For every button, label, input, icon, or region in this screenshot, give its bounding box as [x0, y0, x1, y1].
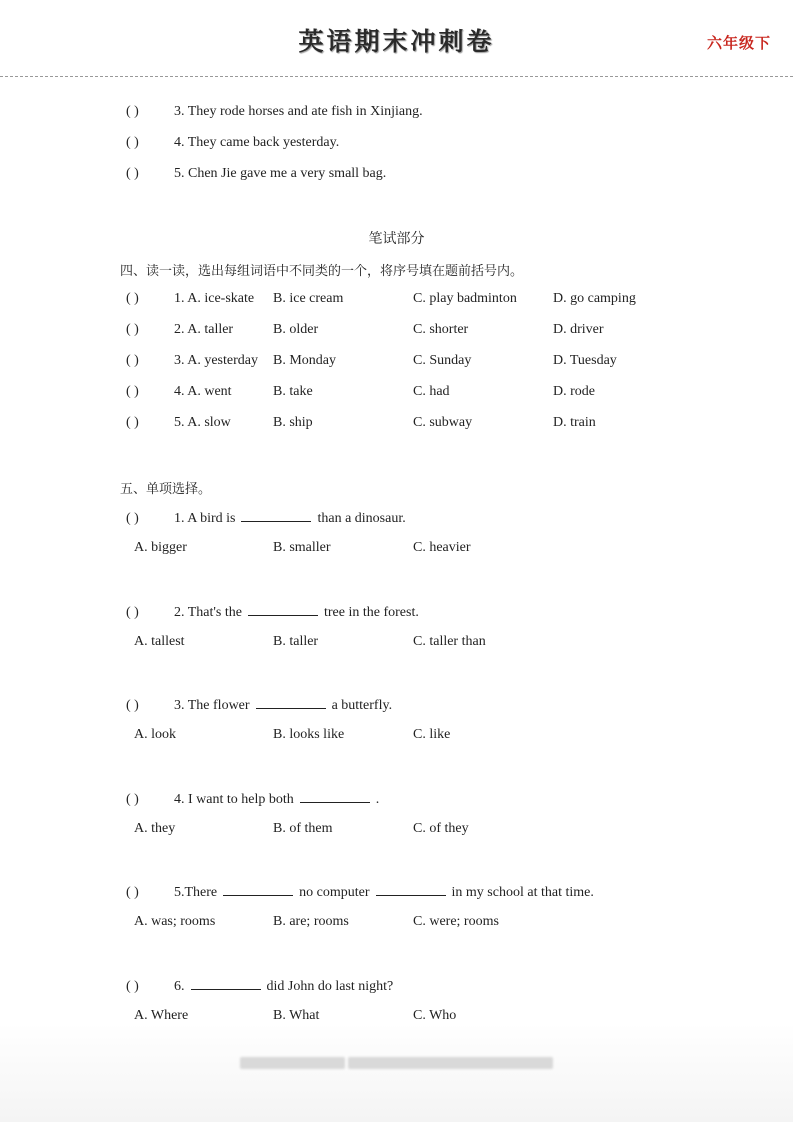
fill-blank[interactable]	[191, 977, 261, 990]
fill-blank[interactable]	[223, 883, 293, 896]
option-a: 3. A. yesterday	[174, 353, 258, 368]
option-a: A. was; rooms	[134, 914, 216, 929]
option-b: B. What	[273, 1008, 320, 1023]
option-b: B. ice cream	[273, 291, 344, 306]
question-text: .	[375, 792, 380, 807]
section5-title: 五、单项选择。	[120, 482, 212, 497]
true-false-item	[126, 135, 339, 151]
question-text: 3. The flower	[174, 698, 250, 713]
answer-bracket[interactable]: ( )	[126, 353, 139, 368]
fill-blank[interactable]	[300, 790, 370, 803]
question	[126, 696, 392, 714]
page-title: 英语期末冲刺卷	[298, 27, 495, 56]
answer-bracket[interactable]: ( )	[126, 322, 139, 337]
answer-bracket[interactable]: ( )	[126, 698, 139, 713]
option-a: A. look	[134, 727, 176, 742]
written-section-heading: 笔试部分	[368, 231, 425, 247]
option-c: C. had	[413, 384, 450, 399]
option-a: A. they	[134, 821, 176, 836]
option-b: B. of them	[273, 821, 333, 836]
option-a: A. tallest	[134, 634, 185, 649]
question	[126, 603, 419, 621]
option-d: D. driver	[553, 322, 604, 337]
answer-bracket[interactable]: ( )	[126, 792, 139, 807]
answer-bracket[interactable]: ( )	[126, 384, 139, 399]
fill-blank[interactable]	[241, 509, 311, 522]
option-a: 4. A. went	[174, 384, 232, 399]
option-c: C. of they	[413, 821, 469, 836]
true-false-item	[126, 104, 423, 120]
option-d: D. go camping	[553, 291, 636, 306]
answer-bracket[interactable]: ( )	[126, 511, 139, 526]
question-text: no computer	[299, 885, 370, 900]
option-b: B. looks like	[273, 727, 345, 742]
answer-bracket[interactable]: ( )	[126, 166, 139, 181]
option-c: C. Who	[413, 1008, 457, 1023]
grade-label: 六年级下	[706, 34, 771, 52]
answer-bracket[interactable]: ( )	[126, 979, 139, 994]
footer-watermark	[240, 1057, 345, 1069]
fill-blank[interactable]	[248, 603, 318, 616]
option-d: D. train	[553, 415, 596, 430]
answer-bracket[interactable]: ( )	[126, 605, 139, 620]
answer-bracket[interactable]: ( )	[126, 415, 139, 430]
answer-bracket[interactable]: ( )	[126, 104, 139, 119]
option-a: 2. A. taller	[174, 322, 234, 337]
option-c: C. Sunday	[413, 353, 472, 368]
question-text: than a dinosaur.	[317, 511, 406, 526]
footer-watermark	[348, 1057, 553, 1069]
option-b: B. ship	[273, 415, 313, 430]
question	[126, 509, 406, 527]
option-c: C. play badminton	[413, 291, 517, 306]
option-d: D. rode	[553, 384, 595, 399]
question-text: 1. A bird is	[174, 511, 236, 526]
question	[126, 883, 594, 901]
item-text: 3. They rode horses and ate fish in Xinjiang.	[174, 104, 423, 119]
option-b: B. older	[273, 322, 319, 337]
question-text: 2. That's the	[174, 605, 242, 620]
footer-fade	[0, 1024, 793, 1122]
answer-bracket[interactable]: ( )	[126, 291, 139, 306]
option-c: C. subway	[413, 415, 473, 430]
option-b: B. are; rooms	[273, 914, 349, 929]
section4-title: 四、读一读，选出每组词语中不同类的一个，将序号填在题前括号内。	[120, 264, 524, 279]
question-text: a butterfly.	[331, 698, 393, 713]
answer-bracket[interactable]: ( )	[126, 135, 139, 150]
question-text: 6.	[174, 979, 185, 994]
option-d: D. Tuesday	[553, 353, 617, 368]
option-c: C. taller than	[413, 634, 486, 649]
option-c: C. were; rooms	[413, 914, 499, 929]
question-text: 4. I want to help both	[174, 792, 294, 807]
item-text: 5. Chen Jie gave me a very small bag.	[174, 166, 387, 181]
question-text: 5.There	[174, 885, 218, 900]
question-text: in my school at that time.	[451, 885, 594, 900]
question-text: did John do last night?	[266, 979, 394, 994]
question	[126, 977, 393, 995]
item-text: 4. They came back yesterday.	[174, 135, 340, 150]
option-a: A. Where	[134, 1008, 189, 1023]
option-a: 5. A. slow	[174, 415, 231, 430]
option-a: A. bigger	[134, 540, 187, 555]
question	[126, 790, 379, 808]
option-c: C. heavier	[413, 540, 471, 555]
true-false-item	[126, 166, 386, 182]
option-a: 1. A. ice-skate	[174, 291, 255, 306]
fill-blank[interactable]	[256, 696, 326, 709]
option-b: B. taller	[273, 634, 319, 649]
option-b: B. take	[273, 384, 313, 399]
fill-blank[interactable]	[376, 883, 446, 896]
option-c: C. shorter	[413, 322, 469, 337]
option-b: B. Monday	[273, 353, 336, 368]
question-text: tree in the forest.	[323, 605, 419, 620]
option-b: B. smaller	[273, 540, 331, 555]
option-c: C. like	[413, 727, 451, 742]
answer-bracket[interactable]: ( )	[126, 885, 139, 900]
header-divider	[0, 76, 793, 77]
